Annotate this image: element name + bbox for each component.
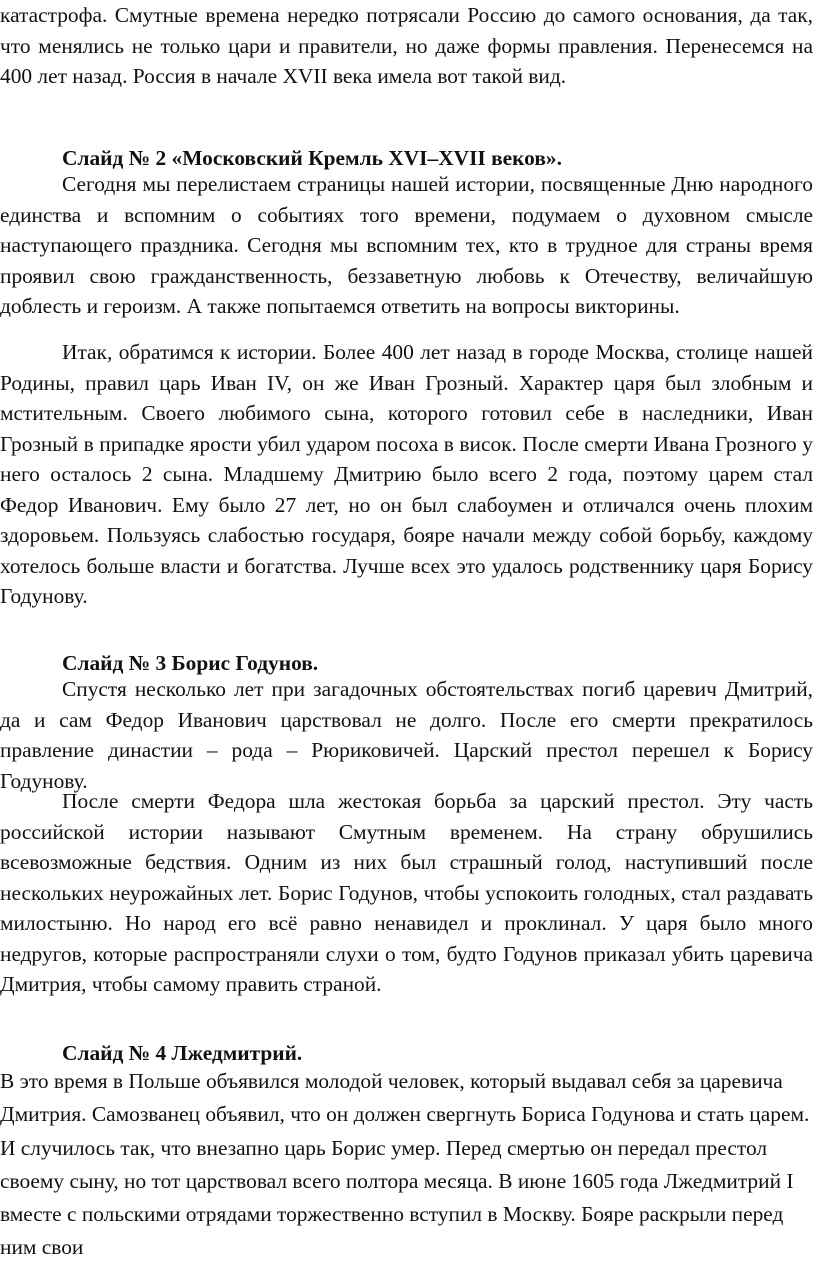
slide-2-heading: Слайд № 2 «Московский Кремль XVI–XVII веков».	[62, 146, 562, 170]
slide-2-paragraph-2: Итак, обратимся к истории. Более 400 лет назад в городе Москва, столице нашей Родины, правил царь Иван IV, он же Иван Грозный. Характер царя был злобным и мстительным. Своего любимого сына, которого готовил себе в наследники, Иван Грозный в припадке ярости убил ударом посоха в висок. После смерти Ивана Грозного у него осталось 2 сына. Младшему Дмитрию было всего 2 года, поэтому царем стал Федор Иванович. Ему было 27 лет, но он был слабоумен и отличался очень плохим здоровьем. Пользуясь слабостью государя, бояре начали между собой борьбу, каждому хотелось больше власти и богатства. Лучше всех это удалось родственнику царя Борису Годунову.	[0, 340, 813, 608]
slide-3-heading: Слайд № 3 Борис Годунов.	[62, 651, 319, 675]
slide-3-paragraph-1: Спустя несколько лет при загадочных обстоятельствах погиб царевич Дмитрий, да и сам Федор Иванович царствовал не долго. После его смерти прекратилось правление династии – рода – Рюриковичей. Царский престол перешел к Борису Годунову.	[0, 677, 813, 793]
slide-4-paragraph-1: В это время в Польше объявился молодой человек, который выдавал себя за царевича Дмитрия. Самозванец объявил, что он должен свергнуть Бориса Годунова и стать царем. И случилось так, что внезапно царь Борис умер. Перед смертью он передал престол своему сыну, но тот царствовал всего полтора месяца. В июне 1605 года Лжедмитрий I вместе с польскими отрядами торжественно вступил в Москву. Бояре раскрыли перед ним свои	[0, 1069, 810, 1260]
intro-paragraph: катастрофа. Смутные времена нередко потрясали Россию до самого основания, да так, что менялись не только цари и правители, но даже формы правления. Перенесемся на 400 лет назад. Россия в начале XVII века имела вот такой вид.	[0, 3, 813, 88]
slide-2-paragraph-1: Сегодня мы перелистаем страницы нашей истории, посвященные Дню народного единства и вспомним о событиях того времени, подумаем о духовном смысле наступающего праздника. Сегодня мы вспомним тех, кто в трудное для страны время проявил свою гражданственность, беззаветную любовь к Отечеству, величайшую доблесть и героизм. А также попытаемся ответить на вопросы викторины.	[0, 172, 813, 318]
slide-4-heading: Слайд № 4 Лжедмитрий.	[62, 1041, 303, 1065]
slide-3-paragraph-2: После смерти Федора шла жестокая борьба за царский престол. Эту часть российской истории называют Смутным временем. На страну обрушились всевозможные бедствия. Одним из них был страшный голод, наступивший после нескольких неурожайных лет. Борис Годунов, чтобы успокоить голодных, стал раздавать милостыню. Но народ его всё равно ненавидел и проклинал. У царя было много недругов, которые распространяли слухи о том, будто Годунов приказал убить царевича Дмитрия, чтобы самому править страной.	[0, 789, 813, 996]
